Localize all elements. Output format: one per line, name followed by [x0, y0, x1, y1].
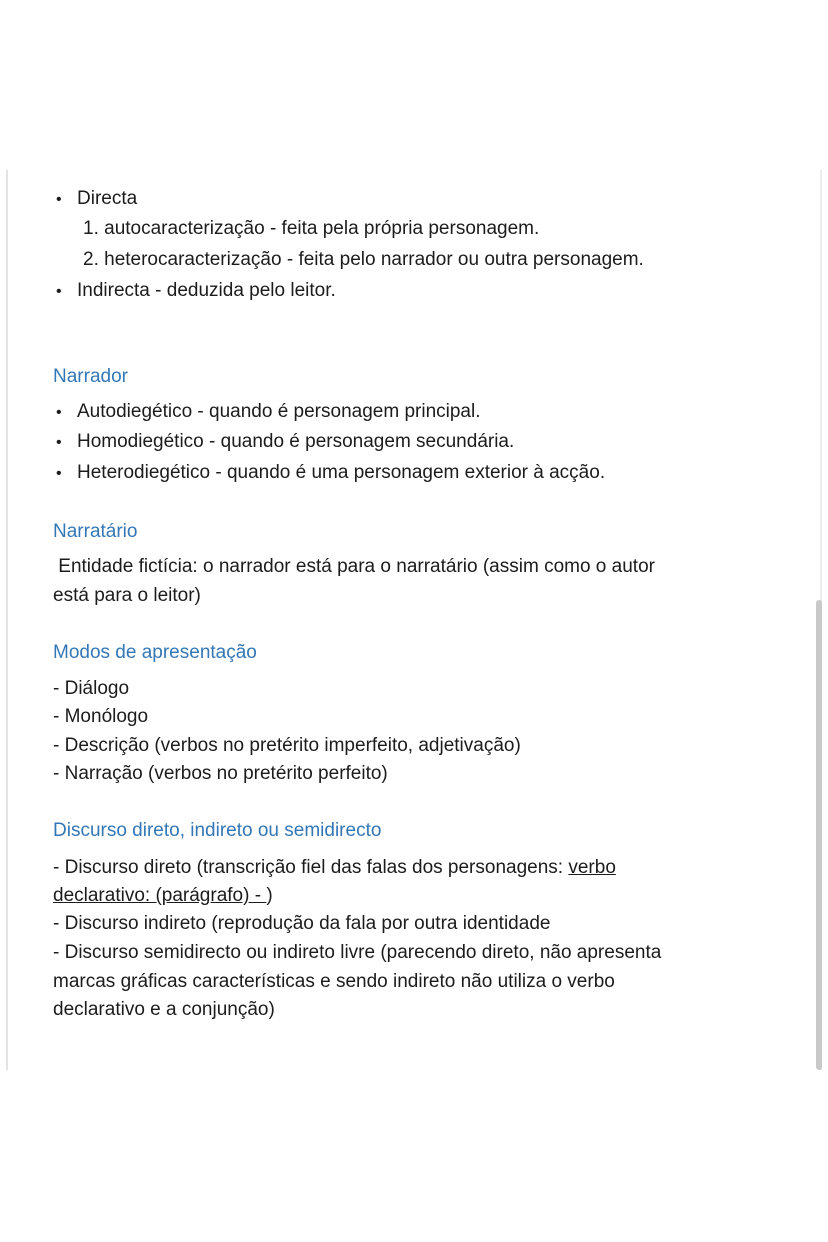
underlined-text: declarativo: (parágrafo) -	[53, 885, 267, 906]
bullet-icon: •	[56, 434, 62, 451]
list-item: - Monólogo	[53, 706, 149, 727]
section-heading-narratario: Narratário	[53, 521, 138, 542]
section-heading-narrador: Narrador	[53, 366, 128, 387]
underlined-text: verbo	[568, 857, 616, 878]
document-page	[6, 170, 826, 1070]
text-run: - Discurso direto (transcrição fiel das falas dos personagens:	[53, 857, 569, 878]
scrollbar-thumb[interactable]	[816, 600, 822, 1070]
text-run: )	[266, 885, 273, 906]
paragraph-line: marcas gráficas características e sendo indireto não utiliza o verbo	[53, 971, 615, 992]
bullet-icon: •	[56, 404, 62, 421]
paragraph-line	[53, 857, 616, 879]
paragraph-line	[53, 885, 273, 907]
paragraph-line: está para o leitor)	[53, 585, 201, 606]
paragraph-line: declarativo e a conjunção)	[53, 999, 275, 1020]
list-item: Directa	[77, 188, 138, 209]
list-item: Homodiegético - quando é personagem secundária.	[77, 431, 515, 452]
section-heading-discurso: Discurso direto, indireto ou semidirecto	[53, 820, 382, 841]
section-heading-modos: Modos de apresentação	[53, 642, 257, 663]
list-item: - Narração (verbos no pretérito perfeito)	[53, 763, 388, 784]
list-item: - Descrição (verbos no pretérito imperfeito, adjetivação)	[53, 735, 521, 756]
list-item: Heterodiegético - quando é uma personagem exterior à acção.	[77, 462, 606, 483]
bullet-icon: •	[56, 191, 62, 208]
list-item: - Diálogo	[53, 678, 130, 699]
bullet-icon: •	[56, 283, 62, 300]
paragraph-line: Entidade fictícia: o narrador está para o narratário (assim como o autor	[53, 556, 655, 577]
paragraph-line: - Discurso semidirecto ou indireto livre (parecendo direto, não apresenta	[53, 942, 662, 963]
list-item: Autodiegético - quando é personagem principal.	[77, 401, 481, 422]
list-item: Indirecta - deduzida pelo leitor.	[77, 280, 336, 301]
page-left-edge	[6, 170, 8, 1070]
numbered-item: 1. autocaracterização - feita pela própria personagem.	[83, 218, 540, 239]
bullet-icon: •	[56, 465, 62, 482]
numbered-item: 2. heterocaracterização - feita pelo narrador ou outra personagem.	[83, 249, 644, 270]
paragraph-line: - Discurso indireto (reprodução da fala por outra identidade	[53, 913, 551, 934]
